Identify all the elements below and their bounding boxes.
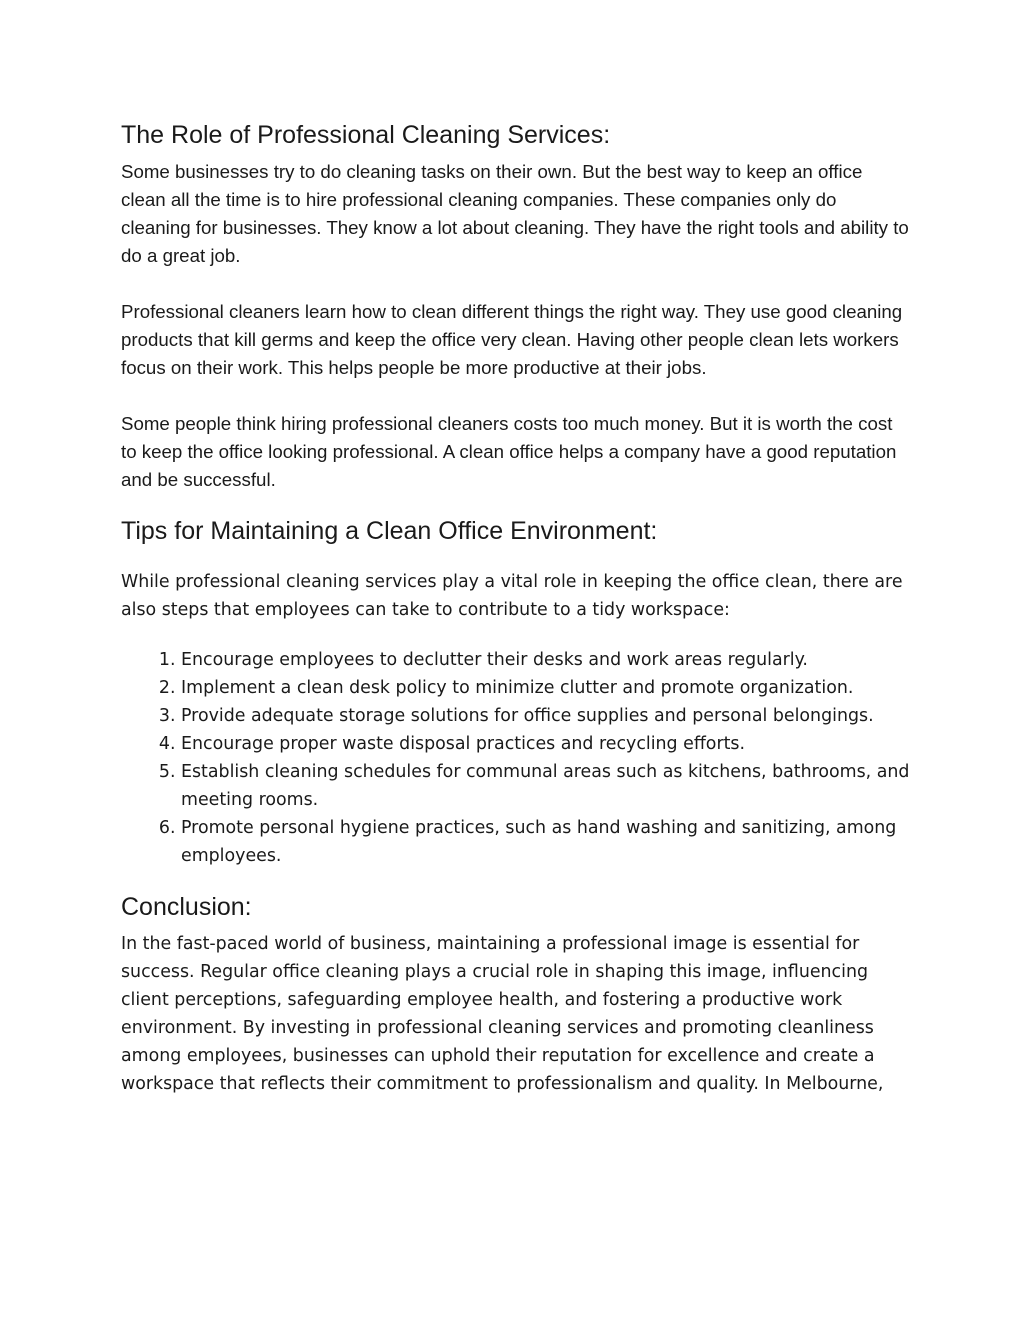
paragraph-professional-cleaners: Professional cleaners learn how to clean different things the right way. They use good cleaning products that kill germs and keep the office very clean. Having other people clean lets workers focus on their work. This helps people be more productive at their jobs.: [121, 301, 903, 378]
paragraph-gap: [121, 270, 911, 298]
section-heading-conclusion: Conclusion:: [121, 893, 252, 921]
paragraph-cost-of-cleaners: Some people think hiring professional cleaners costs too much money. But it is worth the cost to keep the office looking professional. A clean office helps a company have a good reputation and be successful.: [121, 413, 897, 490]
paragraph-conclusion: In the fast-paced world of business, maintaining a professional image is essential for success. Regular office cleaning plays a crucial role in shaping this image, influencing client perceptions, safeguarding employee health, and fostering a productive work environment. By investing in professional cleaning services and promoting cleanliness among employees, businesses can uphold their reputation for excellence and create a workspace that reflects their commitment to professionalism and quality. In Melbourne,: [121, 934, 884, 1094]
paragraph-tips-intro: While professional cleaning services play a vital role in keeping the office clean, there are also steps that employees can take to contribute to a tidy workspace:: [121, 572, 903, 620]
tips-list: [121, 646, 911, 870]
section-heading-role-of-cleaning: The Role of Professional Cleaning Services:: [121, 121, 611, 149]
list-item: 1. Encourage employees to declutter their desks and work areas regularly.: [181, 646, 911, 674]
list-item: 5. Establish cleaning schedules for communal areas such as kitchens, bathrooms, and meeting rooms.: [181, 758, 911, 814]
paragraph-businesses-cleaning: Some businesses try to do cleaning tasks on their own. But the best way to keep an office clean all the time is to hire professional cleaning companies. These companies only do cleaning for businesses. They know a lot about cleaning. They have the right tools and ability to do a great job.: [121, 161, 909, 266]
list-item: 6. Promote personal hygiene practices, such as hand washing and sanitizing, among employees.: [181, 814, 911, 870]
section-heading-tips: Tips for Maintaining a Clean Office Environment:: [121, 517, 658, 545]
list-item: 2. Implement a clean desk policy to minimize clutter and promote organization.: [181, 674, 911, 702]
document-page: [121, 118, 911, 1098]
list-item: 4. Encourage proper waste disposal practices and recycling efforts.: [181, 730, 911, 758]
paragraph-gap: [121, 382, 911, 410]
list-item: 3. Provide adequate storage solutions for office supplies and personal belongings.: [181, 702, 911, 730]
